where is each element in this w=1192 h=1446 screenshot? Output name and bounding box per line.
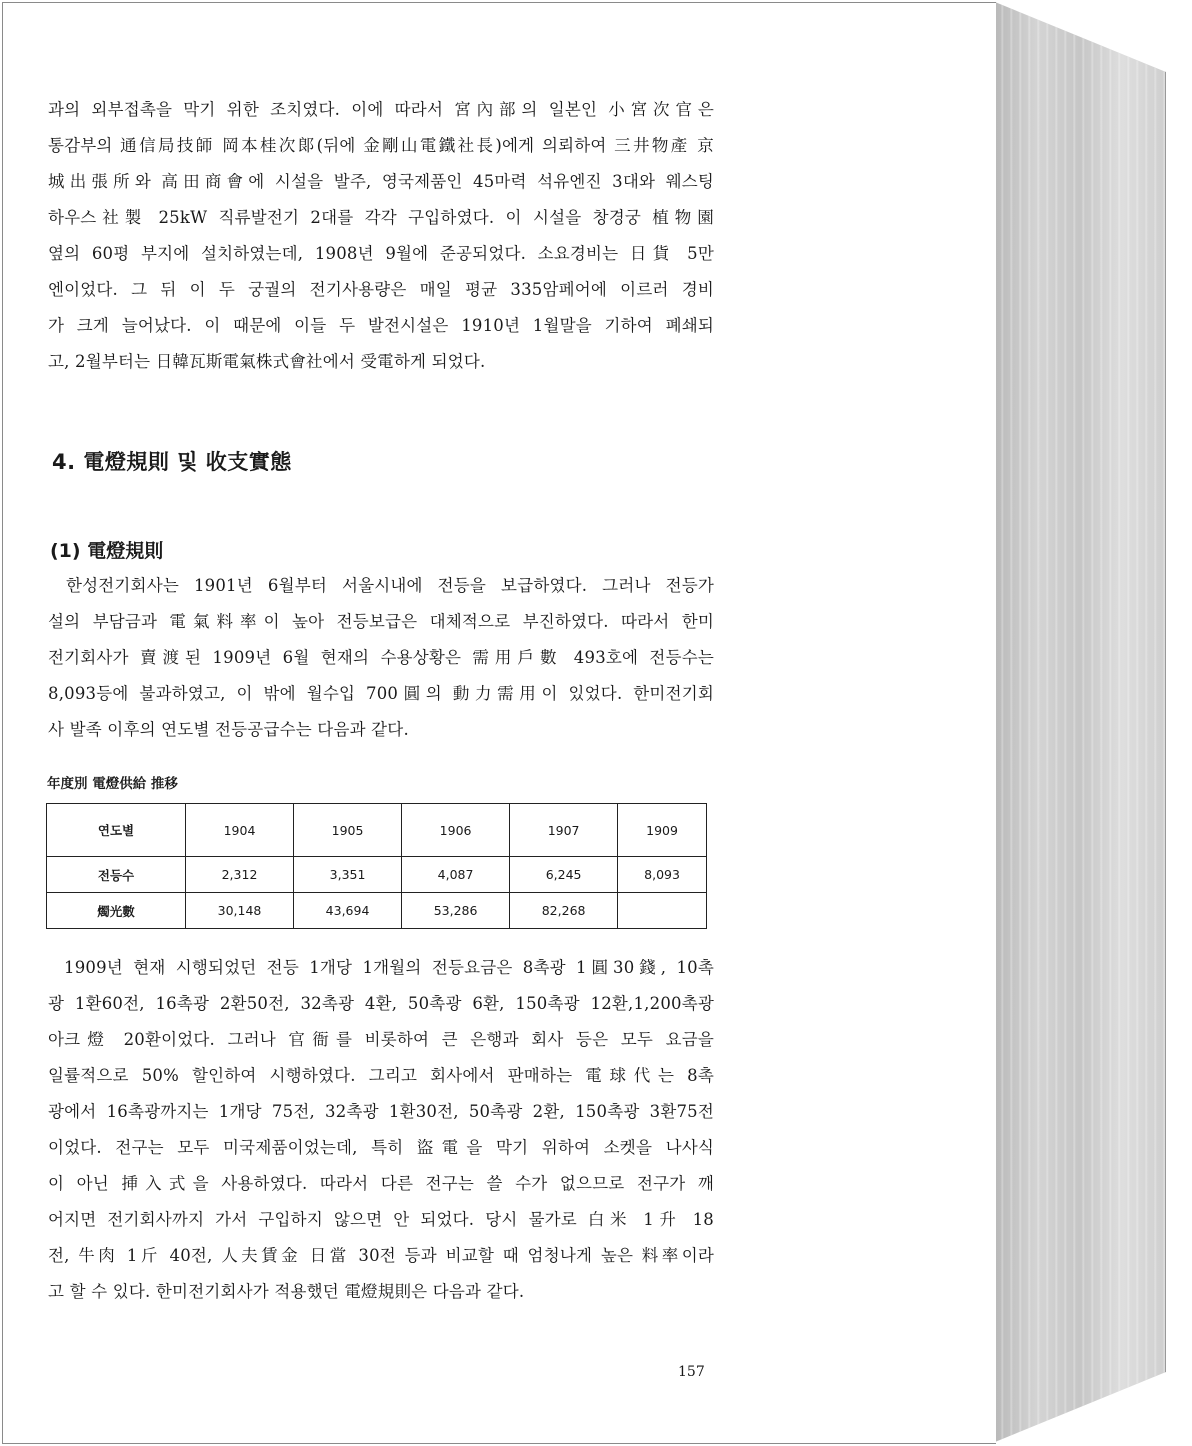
table-cell: 8,093 bbox=[618, 857, 707, 893]
table-year: 1907 bbox=[510, 804, 618, 857]
section-heading: 4. 電燈規則 및 收支實態 bbox=[52, 450, 292, 474]
text-line: 어지면 전기회사까지 가서 구입하지 않으면 안 되었다. 당시 물가로 白米 1升 18 bbox=[48, 1210, 714, 1229]
table-row bbox=[47, 857, 707, 893]
text-line: 통감부의 通信局技師 岡本桂次郞(뒤에 金剛山電鐵社長)에게 의뢰하여 三井物產 京 bbox=[48, 136, 714, 155]
text-line: 전, 牛肉 1斤 40전, 人夫賃金 日當 30전 등과 비교할 때 엄청나게 높은 料率이라 bbox=[48, 1246, 714, 1265]
text-line: 사 발족 이후의 연도별 전등공급수는 다음과 같다. bbox=[48, 720, 409, 739]
text-line: 8,093등에 불과하였고, 이 밖에 월수입 700圓의 動力需用이 있었다. 한미전기회 bbox=[48, 684, 714, 703]
table-cell: 3,351 bbox=[294, 857, 402, 893]
paragraph-electric-light-rules bbox=[48, 568, 714, 748]
table-cell: 43,694 bbox=[294, 893, 402, 929]
text-line: 한성전기회사는 1901년 6월부터 서울시내에 전등을 보급하였다. 그러나 전등가 bbox=[66, 576, 714, 595]
text-line: 이 아닌 挿入式을 사용하였다. 따라서 다른 전구는 쓸 수가 없으므로 전구가 깨 bbox=[48, 1174, 714, 1193]
table-header-row bbox=[47, 804, 707, 857]
text-line: 城出張所와 高田商會에 시설을 발주, 영국제품인 45마력 석유엔진 3대와 웨스팅 bbox=[48, 172, 714, 191]
paragraph-rates bbox=[48, 950, 714, 1310]
table-cell: 82,268 bbox=[510, 893, 618, 929]
table-year: 1909 bbox=[618, 804, 707, 857]
text-line: 아크燈 20환이었다. 그러나 官衙를 비롯하여 큰 은행과 회사 등은 모두 요금을 bbox=[48, 1030, 714, 1049]
text-line: 일률적으로 50% 할인하여 시행하였다. 그리고 회사에서 판매하는 電球代는 8촉 bbox=[48, 1066, 714, 1085]
paragraph-intro bbox=[48, 92, 714, 380]
supply-table bbox=[46, 803, 707, 929]
table-cell: 6,245 bbox=[510, 857, 618, 893]
text-line: 광에서 16촉광까지는 1개당 75전, 32촉광 1환30전, 50촉광 2환, 150촉광 3환75전 bbox=[48, 1102, 714, 1121]
subsection-heading: (1) 電燈規則 bbox=[50, 540, 164, 562]
table-cell: 2,312 bbox=[186, 857, 294, 893]
table-cell bbox=[618, 893, 707, 929]
row-label: 燭光數 bbox=[47, 893, 186, 929]
text-line: 고 할 수 있다. 한미전기회사가 적용했던 電燈規則은 다음과 같다. bbox=[48, 1282, 525, 1301]
text-line: 전기회사가 賣渡된 1909년 6월 현재의 수용상황은 需用戶數 493호에 전등수는 bbox=[48, 648, 714, 667]
text-line: 설의 부담금과 電氣料率이 높아 전등보급은 대체적으로 부진하였다. 따라서 한미 bbox=[48, 612, 714, 631]
table-year: 1905 bbox=[294, 804, 402, 857]
text-line: 고, 2월부터는 日韓瓦斯電氣株式會社에서 受電하게 되었다. bbox=[48, 352, 486, 371]
text-line: 광 1환60전, 16촉광 2환50전, 32촉광 4환, 50촉광 6환, 150촉광 12환,1,200촉광 bbox=[48, 994, 714, 1013]
text-line: 이었다. 전구는 모두 미국제품이었는데, 특히 盜電을 막기 위하여 소켓을 나사식 bbox=[48, 1138, 714, 1157]
table-year: 1904 bbox=[186, 804, 294, 857]
book-page-edges bbox=[995, 2, 1165, 1442]
text-line: 가 크게 늘어났다. 이 때문에 이들 두 발전시설은 1910년 1월말을 기하여 폐쇄되 bbox=[48, 316, 714, 335]
text-line: 하우스社製 25kW 직류발전기 2대를 각각 구입하였다. 이 시설을 창경궁 植物園 bbox=[48, 208, 714, 227]
table-cell: 53,286 bbox=[402, 893, 510, 929]
table-cell: 30,148 bbox=[186, 893, 294, 929]
page-number: 157 bbox=[678, 1364, 705, 1380]
text-line: 과의 외부접촉을 막기 위한 조치였다. 이에 따라서 宮內部의 일본인 小宮次官은 bbox=[48, 100, 714, 119]
table-row bbox=[47, 893, 707, 929]
table-header-label: 연도별 bbox=[47, 804, 186, 857]
row-label: 전등수 bbox=[47, 857, 186, 893]
table-year: 1906 bbox=[402, 804, 510, 857]
text-line: 엔이었다. 그 뒤 이 두 궁궐의 전기사용량은 매일 평균 335암페어에 이르러 경비 bbox=[48, 280, 714, 299]
text-line: 옆의 60평 부지에 설치하였는데, 1908년 9월에 준공되었다. 소요경비는 日貨 5만 bbox=[48, 244, 714, 263]
table-title: 年度別 電燈供給 推移 bbox=[47, 776, 178, 792]
text-line: 1909년 현재 시행되었던 전등 1개당 1개월의 전등요금은 8촉광 1圓30錢, 10촉 bbox=[64, 958, 714, 977]
table-cell: 4,087 bbox=[402, 857, 510, 893]
